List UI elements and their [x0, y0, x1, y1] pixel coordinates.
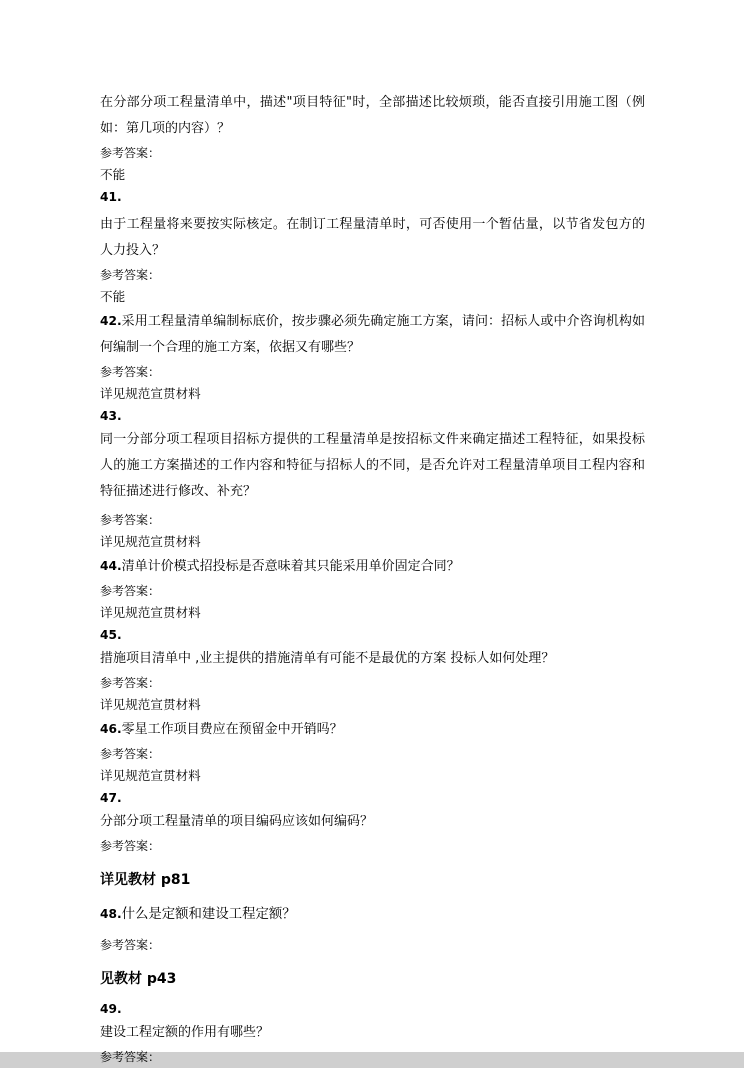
numbered-question — [100, 553, 645, 580]
question-text: 零星工作项目费应在预留金中开销吗？ — [121, 722, 343, 737]
question-number: 48. — [100, 907, 122, 921]
question-text: 采用工程量清单编制标底价，按步骤必须先确定施工方案，请问：招标人或中介咨询机构如何编制一个合理的施工方案，依据又有哪些？ — [100, 314, 645, 355]
numbered-question — [100, 899, 645, 930]
answer-label: 参考答案： — [100, 584, 161, 598]
question-text: 什么是定额和建设工程定额？ — [121, 907, 296, 922]
numbered-question — [100, 308, 645, 361]
question-number: 45. — [100, 628, 122, 642]
question-number: 42. — [100, 314, 122, 328]
numbered-question — [100, 716, 645, 743]
answer-text: 详见规范宣贯材料 — [100, 605, 201, 620]
question-number: 43. — [100, 409, 122, 423]
question-number: 41. — [100, 190, 122, 204]
answer-label: 参考答案： — [100, 513, 161, 527]
answer-label: 参考答案： — [100, 268, 161, 282]
answer-text: 不能 — [100, 167, 126, 182]
question-text: 在分部分项工程量清单中，描述"项目特征"时，全部描述比较烦琐，能否直接引用施工图（例如：第几项的内容）？ — [100, 95, 645, 136]
answer-label: 参考答案： — [100, 1050, 161, 1064]
question-number: 47. — [100, 791, 122, 805]
question-text: 建设工程定额的作用有哪些？ — [100, 1025, 270, 1040]
question-number: 44. — [100, 559, 122, 573]
answer-text: 详见规范宣贯材料 — [100, 386, 201, 401]
answer-text: 详见规范宣贯材料 — [100, 768, 201, 783]
answer-text: 不能 — [100, 289, 126, 304]
answer-label: 参考答案： — [100, 676, 161, 690]
question-text: 分部分项工程量清单的项目编码应该如何编码？ — [100, 814, 374, 829]
question-text: 同一分部分项工程项目招标方提供的工程量清单是按招标文件来确定描述工程特征，如果投标人的施工方案描述的工作内容和特征与招标人的不同，是否允许对工程量清单项目工程内容和特征描述进行修改、补充？ — [100, 432, 645, 499]
answer-text: 见教材 p43 — [100, 971, 177, 987]
answer-label: 参考答案： — [100, 938, 161, 952]
answer-label: 参考答案： — [100, 747, 161, 761]
answer-text: 详见规范宣贯材料 — [100, 534, 201, 549]
answer-label: 参考答案： — [100, 146, 161, 160]
answer-text: 详见教材 p81 — [100, 872, 191, 888]
question-text: 清单计价模式招投标是否意味着其只能采用单价固定合同？ — [121, 559, 460, 574]
answer-label: 参考答案： — [100, 839, 161, 853]
question-number: 49. — [100, 1002, 122, 1016]
question-text: 措施项目清单中 ,业主提供的措施清单有可能不是最优的方案 投标人如何处理？ — [100, 651, 555, 666]
question-text: 由于工程量将来要按实际核定。在制订工程量清单时，可否使用一个暂估量，以节省发包方的人力投入？ — [100, 217, 645, 258]
question-number: 46. — [100, 722, 122, 736]
answer-label: 参考答案： — [100, 365, 161, 379]
document-body — [100, 90, 645, 1068]
answer-text: 详见规范宣贯材料 — [100, 697, 201, 712]
